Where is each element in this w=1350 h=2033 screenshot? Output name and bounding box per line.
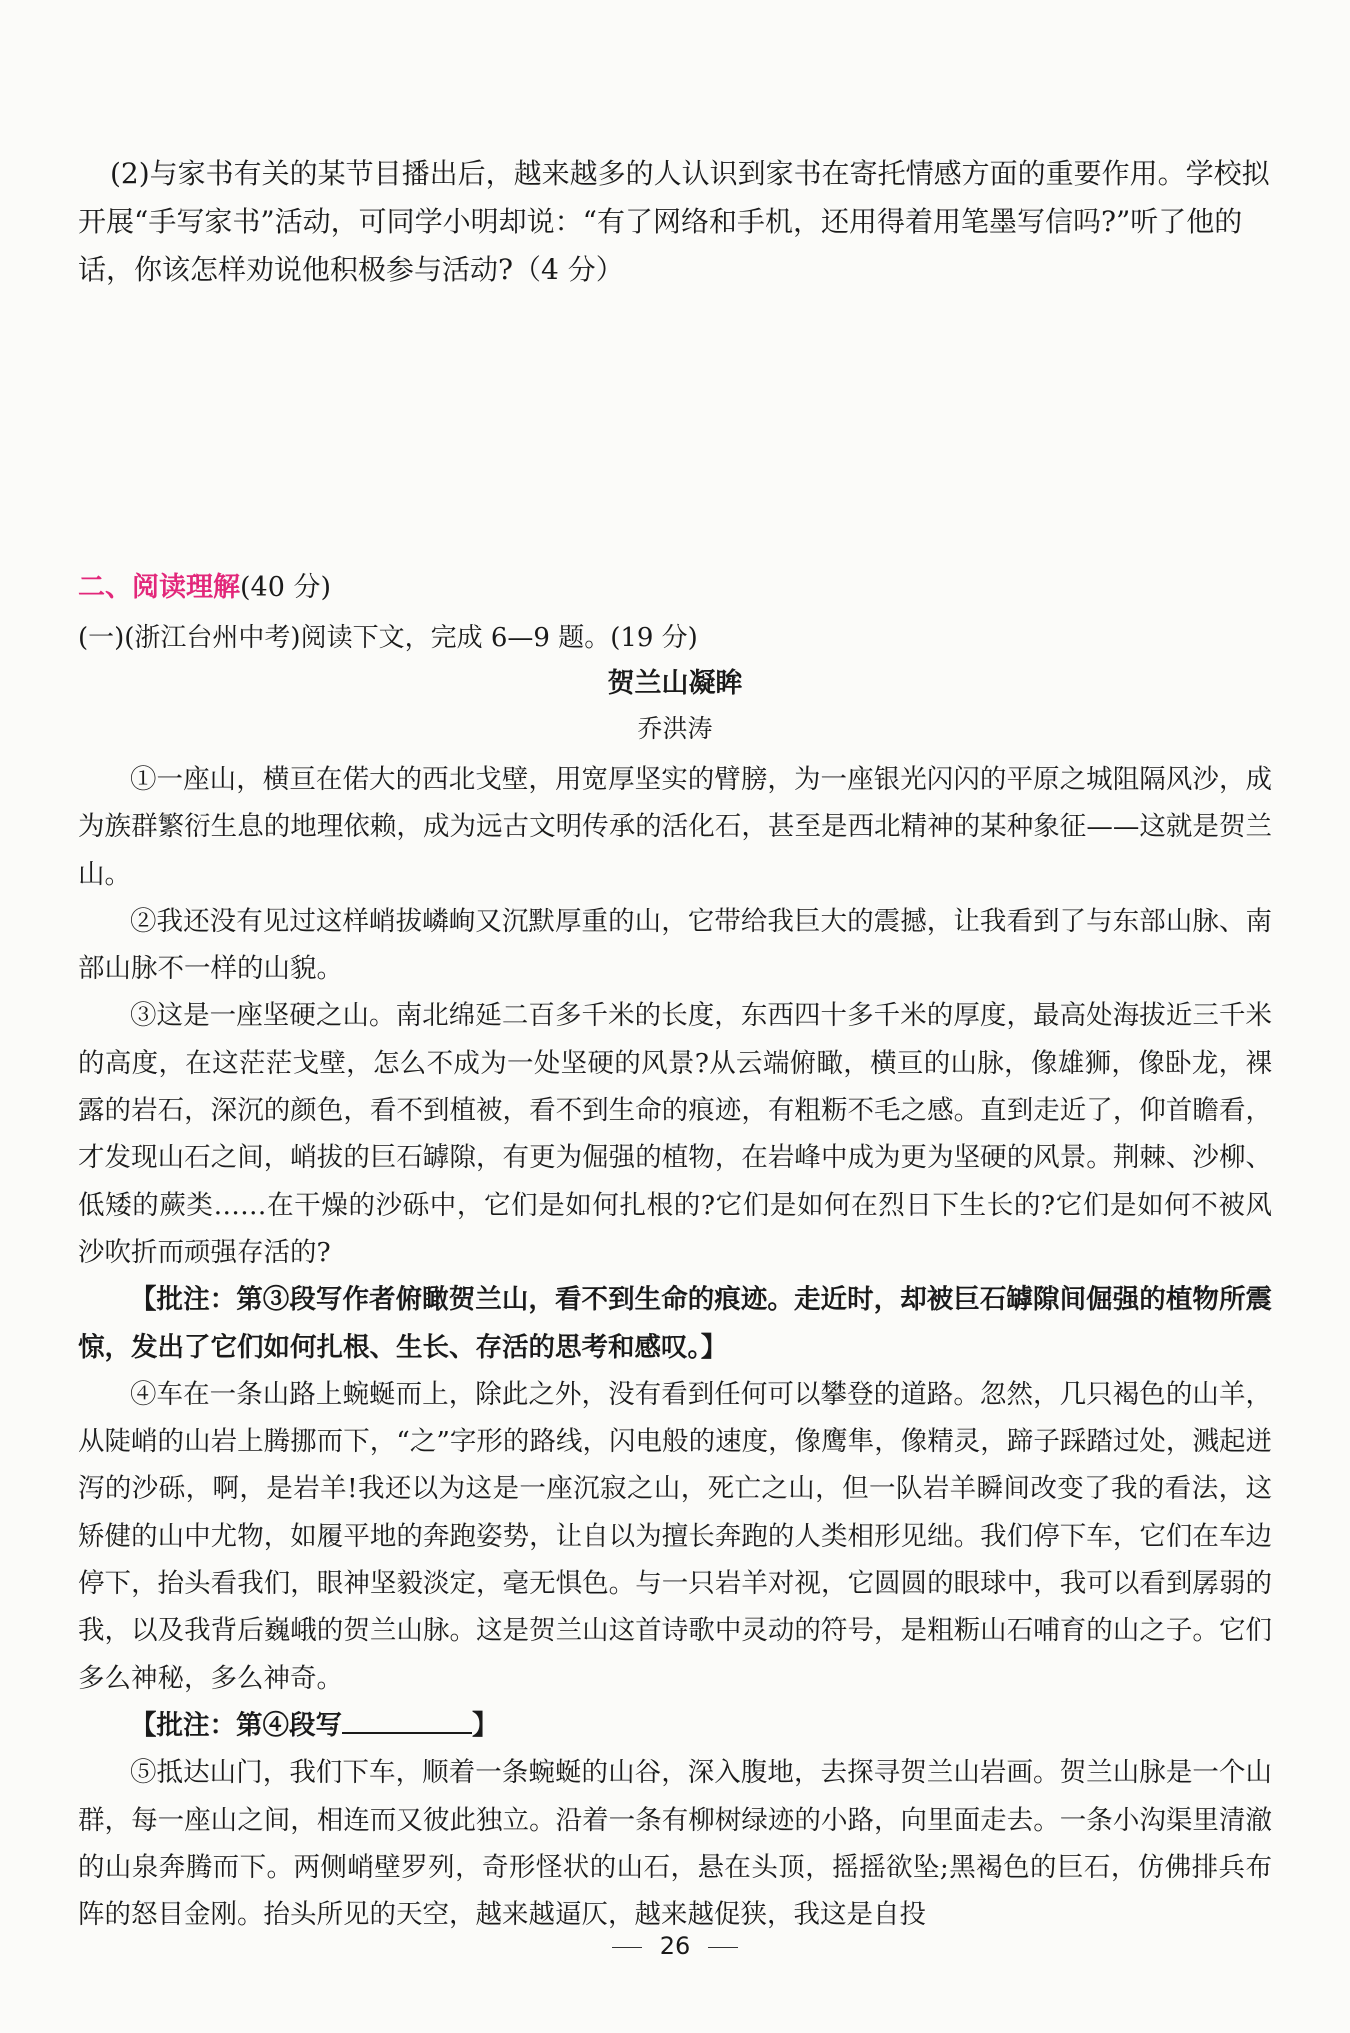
page-number: 26: [659, 1932, 691, 1960]
paragraph-3: ③这是一座坚硬之山。南北绵延二百多千米的长度，东西四十多千米的厚度，最高处海拔近三千米的高度，在这茫茫戈壁，怎么不成为一处坚硬的风景?从云端俯瞰，横亘的山脉，像雄狮，像卧龙，裸露的岩石，深沉的颜色，看不到植被，看不到生命的痕迹，有粗粝不毛之感。直到走近了，仰首瞻看，才发现山石之间，峭拔的巨石罅隙，有更为倔强的植物，在岩峰中成为更为坚硬的风景。荆棘、沙柳、低矮的蕨类……在干燥的沙砾中，它们是如何扎根的?它们是如何在烈日下生长的?它们是如何不被风沙吹折而顽强存活的?: [78, 1000, 1272, 1268]
article-author: 乔洪涛: [637, 714, 713, 743]
paragraph-2: ②我还没有见过这样峭拔嶙峋又沉默厚重的山，它带给我巨大的震撼，让我看到了与东部山脉、南部山脉不一样的山貌。: [78, 905, 1272, 985]
question-2: [78, 150, 1272, 294]
article-title: 贺兰山凝眸: [607, 668, 743, 699]
paragraph-1: ①一座山，横亘在偌大的西北戈壁，用宽厚坚实的臂膀，为一座银光闪闪的平原之城阻隔风沙，成为族群繁衍生息的地理依赖，成为远古文明传承的活化石，甚至是西北精神的某种象征——这就是贺兰山。: [78, 764, 1272, 890]
annotation-2-prefix: 【批注：第④段写: [130, 1709, 342, 1741]
annotation-blank[interactable]: [342, 1702, 472, 1734]
footer-dash-left: [612, 1947, 642, 1948]
annotation-2-suffix: 】: [472, 1709, 499, 1741]
section-score: (40 分): [240, 572, 332, 603]
footer-dash-right: [708, 1947, 738, 1948]
paragraph-5: ⑤抵达山门，我们下车，顺着一条蜿蜒的山谷，深入腹地，去探寻贺兰山岩画。贺兰山脉是一个山群，每一座山之间，相连而又彼此独立。沿着一条有柳树绿迹的小路，向里面走去。一条小沟渠里清澈的山泉奔腾而下。两侧峭壁罗列，奇形怪状的山石，悬在头顶，摇摇欲坠;黑褐色的巨石，仿佛排兵布阵的怒目金刚。抬头所见的天空，越来越逼仄，越来越促狭，我这是自投: [78, 1757, 1272, 1931]
question-text: (2)与家书有关的某节目播出后，越来越多的人认识到家书在寄托情感方面的重要作用。学校拟开展“手写家书”活动，可同学小明却说：“有了网络和手机，还用得着用笔墨写信吗?”听了他的话，你该怎样劝说他积极参与活动?（4 分）: [78, 157, 1270, 286]
section-heading: [78, 568, 1272, 608]
article-body: [78, 756, 1272, 1938]
paragraph-4: ④车在一条山路上蜿蜒而上，除此之外，没有看到任何可以攀登的道路。忽然，几只褐色的山羊，从陡峭的山岩上腾挪而下，“之”字形的路线，闪电般的速度，像鹰隼，像精灵，蹄子踩踏过处，溅起迸泻的沙砾，啊，是岩羊!我还以为这是一座沉寂之山，死亡之山，但一队岩羊瞬间改变了我的看法，这矫健的山中尤物，如履平地的奔跑姿势，让自以为擅长奔跑的人类相形见绌。我们停下车，它们在车边停下，抬头看我们，眼神坚毅淡定，毫无惧色。与一只岩羊对视，它圆圆的眼球中，我可以看到孱弱的我，以及我背后巍峨的贺兰山脉。这是贺兰山这首诗歌中灵动的符号，是粗粝山石哺育的山之子。它们多么神秘，多么神奇。: [78, 1378, 1272, 1694]
annotation-1: 【批注：第③段写作者俯瞰贺兰山，看不到生命的痕迹。走近时，却被巨石罅隙间倔强的植物所震惊，发出了它们如何扎根、生长、存活的思考和感叹。】: [78, 1284, 1272, 1363]
section-title: 二、阅读理解: [78, 572, 240, 603]
sub-heading: (一)(浙江台州中考)阅读下文，完成 6—9 题。(19 分): [78, 623, 698, 653]
page-footer: [0, 1932, 1350, 1960]
annotation-2: [78, 1702, 1272, 1749]
